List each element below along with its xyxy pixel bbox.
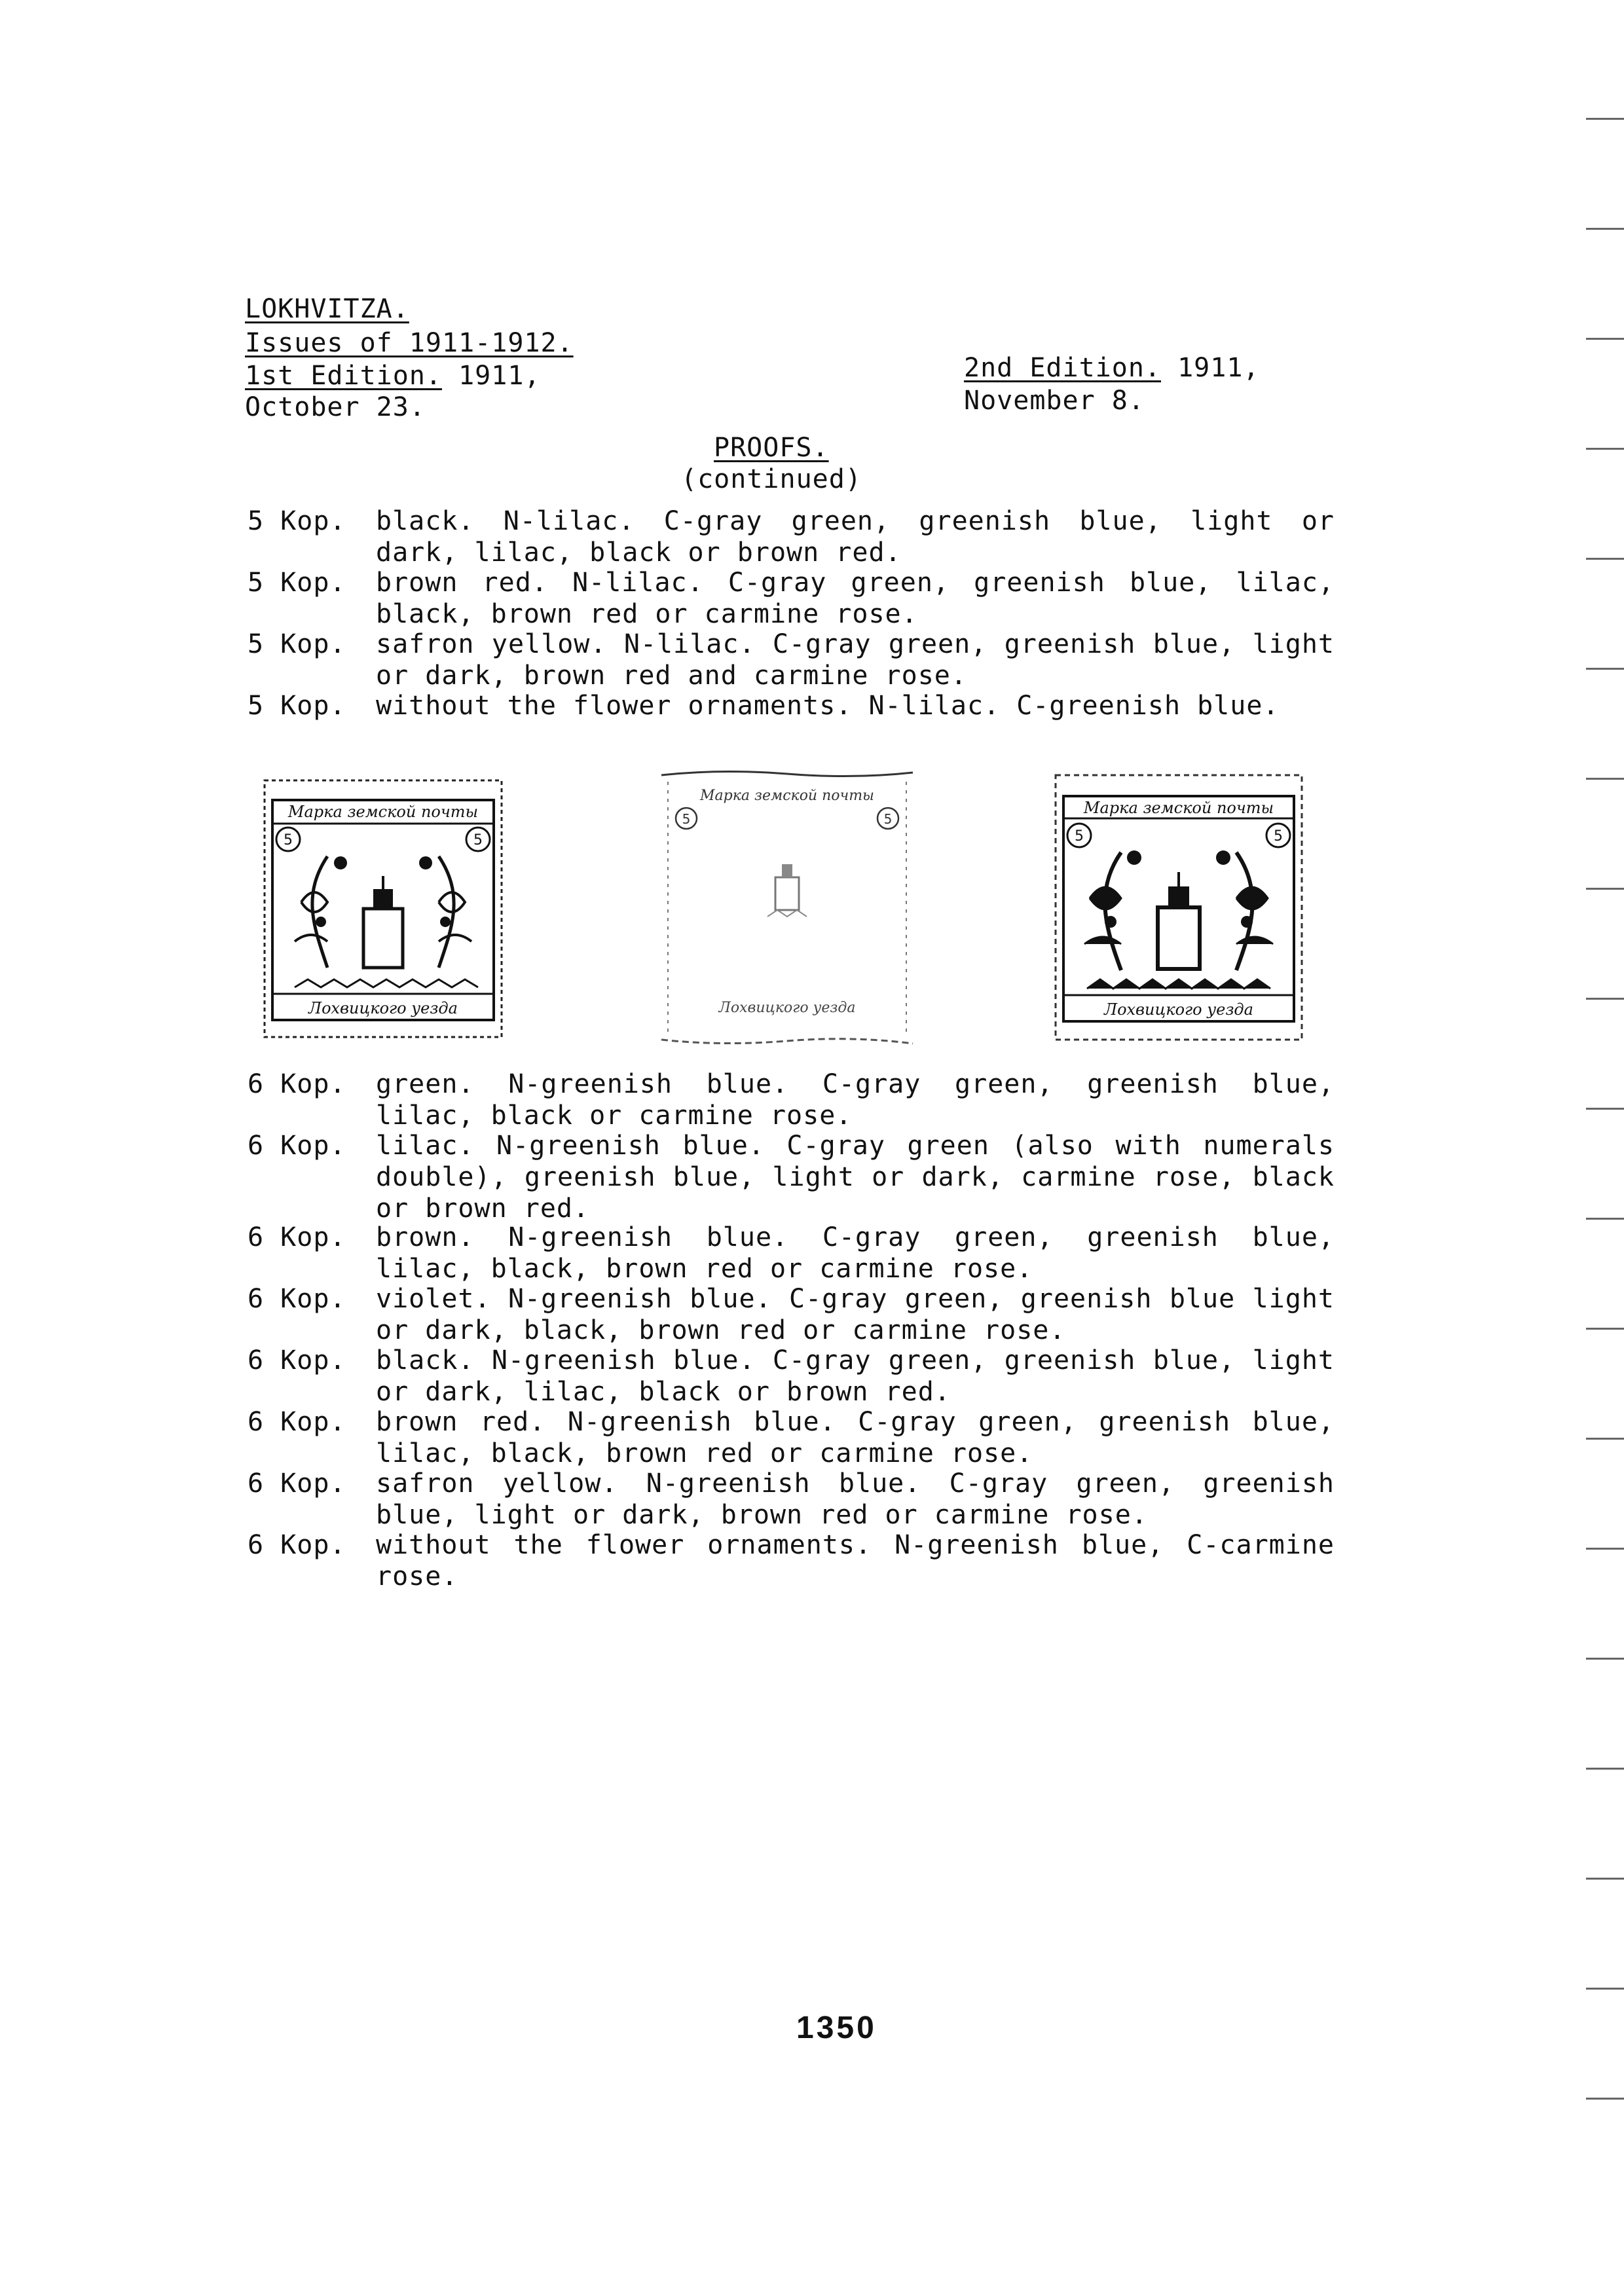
stamp-bottom-inscription: Лохвицкого уезда xyxy=(308,999,458,1017)
section-subtitle: (continued) xyxy=(681,464,862,494)
second-edition-year: 1911, xyxy=(1177,353,1260,383)
entry-denomination: 6 Kop. xyxy=(248,1530,346,1560)
entry-description: green. N-greenish blue. C-gray green, greenish blue, lilac, black or carmine rose. xyxy=(376,1069,1335,1131)
stamp-numeral-right: 5 xyxy=(473,832,483,848)
page-number: 1350 xyxy=(796,2011,877,2045)
margin-mark xyxy=(1586,998,1624,1000)
stamp-top-inscription: Марка земской почты xyxy=(1083,799,1274,817)
entry-denomination: 6 Kop. xyxy=(248,1284,346,1314)
margin-mark xyxy=(1586,448,1624,450)
entry-description: black. N-greenish blue. C-gray green, greenish blue, light or dark, lilac, black or brown red. xyxy=(376,1345,1335,1407)
stamp-image xyxy=(255,771,511,1046)
entry-denomination: 6 Kop. xyxy=(248,1407,346,1437)
margin-mark xyxy=(1586,888,1624,890)
stamp-numeral-right: 5 xyxy=(1274,828,1283,845)
second-edition-line xyxy=(964,352,1260,384)
entry-denomination: 6 Kop. xyxy=(248,1131,346,1161)
stamp-bottom-inscription: Лохвицкого уезда xyxy=(718,1000,856,1016)
section-title: PROOFS. xyxy=(714,433,829,463)
margin-mark xyxy=(1586,1438,1624,1440)
entry-denomination: 5 Kop. xyxy=(248,568,346,598)
entry-denomination: 5 Kop. xyxy=(248,629,346,659)
entry-denomination: 6 Kop. xyxy=(248,1222,346,1252)
first-edition-label: 1st Edition. xyxy=(245,361,442,391)
margin-mark xyxy=(1586,118,1624,120)
margin-mark xyxy=(1586,1658,1624,1660)
stamp-bottom-inscription: Лохвицкого уезда xyxy=(1104,1000,1253,1019)
margin-mark xyxy=(1586,228,1624,230)
entry-denomination: 6 Kop. xyxy=(248,1468,346,1499)
margin-mark xyxy=(1586,1878,1624,1880)
entry-denomination: 6 Kop. xyxy=(248,1069,346,1099)
margin-mark xyxy=(1586,1108,1624,1110)
entry-description: black. N-lilac. C-gray green, greenish blue, light or dark, lilac, black or brown red. xyxy=(376,506,1335,568)
stamp-numeral-right: 5 xyxy=(883,811,893,827)
stamp-top-inscription: Марка земской почты xyxy=(287,803,479,821)
margin-mark xyxy=(1586,778,1624,780)
entry-description: safron yellow. N-lilac. C-gray green, greenish blue, light or dark, brown red and carmine rose. xyxy=(376,629,1335,691)
stamp-proof-no-ornaments xyxy=(656,766,918,1049)
entry-denomination: 5 Kop. xyxy=(248,506,346,536)
second-edition-label: 2nd Edition. xyxy=(964,353,1161,383)
entry-description: without the flower ornaments. N-greenish blue, C-carmine rose. xyxy=(376,1530,1335,1592)
margin-mark xyxy=(1586,1548,1624,1550)
entry-description: brown red. N-lilac. C-gray green, greenish blue, lilac, black, brown red or carmine rose. xyxy=(376,568,1335,629)
stamp-proof-full-right xyxy=(1048,767,1310,1048)
margin-mark xyxy=(1586,1328,1624,1330)
entry-description: brown red. N-greenish blue. C-gray green, greenish blue, lilac, black, brown red or carmine rose. xyxy=(376,1407,1335,1468)
margin-mark xyxy=(1586,558,1624,560)
entry-description: without the flower ornaments. N-lilac. C-greenish blue. xyxy=(376,691,1280,721)
margin-mark xyxy=(1586,1768,1624,1770)
margin-mark xyxy=(1586,2098,1624,2100)
margin-mark xyxy=(1586,1988,1624,1990)
entry-denomination: 5 Kop. xyxy=(248,691,346,721)
entry-description: safron yellow. N-greenish blue. C-gray green, greenish blue, light or dark, brown red or carmine rose. xyxy=(376,1468,1335,1530)
first-edition-line xyxy=(245,360,541,392)
stamp-image xyxy=(656,766,918,1049)
stamp-top-inscription: Марка земской почты xyxy=(700,788,874,804)
entry-description: violet. N-greenish blue. C-gray green, greenish blue light or dark, black, brown red or carmine rose. xyxy=(376,1284,1335,1345)
stamp-numeral-left: 5 xyxy=(284,832,293,848)
stamp-proof-full-left xyxy=(255,771,511,1046)
first-edition-date: October 23. xyxy=(245,392,426,422)
second-edition-date: November 8. xyxy=(964,386,1145,416)
issues-heading: Issues of 1911-1912. xyxy=(245,328,574,358)
page-title: LOKHVITZA. xyxy=(245,294,409,324)
margin-mark xyxy=(1586,1218,1624,1220)
entry-description: brown. N-greenish blue. C-gray green, greenish blue, lilac, black, brown red or carmine rose. xyxy=(376,1222,1335,1284)
stamp-numeral-left: 5 xyxy=(1075,828,1084,845)
stamp-numeral-left: 5 xyxy=(682,811,691,827)
entry-denomination: 6 Kop. xyxy=(248,1345,346,1376)
first-edition-year: 1911, xyxy=(458,361,541,391)
margin-mark xyxy=(1586,338,1624,340)
stamp-image xyxy=(1048,767,1310,1048)
entry-description: lilac. N-greenish blue. C-gray green (also with numerals double), greenish blue, light or dark, carmine rose, black or brown red. xyxy=(376,1131,1335,1224)
margin-mark xyxy=(1586,668,1624,670)
